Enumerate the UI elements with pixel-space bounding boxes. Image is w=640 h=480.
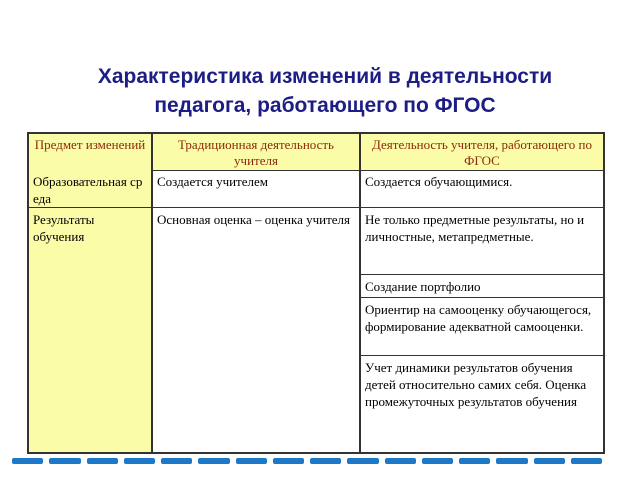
row2-subject: Результаты обучения [33, 212, 95, 244]
row2-traditional: Основная оценка – оценка учителя [157, 212, 351, 227]
header-fgos: Деятельность учителя, работающего по ФГОС [372, 137, 592, 168]
row1-fgos: Создается обучающимися. [365, 174, 513, 189]
row2-fgos-item-2: Создание портфолио [365, 279, 481, 294]
divider [360, 274, 605, 275]
divider [152, 170, 605, 171]
row1-traditional: Создается учителем [157, 174, 268, 189]
row1-subject: Образовательная среда [33, 174, 143, 206]
divider [360, 297, 605, 298]
table-border [27, 132, 605, 454]
header-traditional: Традиционная деятельность учителя [177, 137, 334, 168]
page-title [20, 62, 630, 120]
header-subject: Предмет изменений [34, 137, 146, 152]
decorative-dash-line [12, 458, 602, 468]
divider [27, 207, 605, 208]
row2-fgos-item-3: Ориентир на самооценку обучающегося, формирование адекватной самооценки. [365, 302, 592, 334]
divider [151, 132, 153, 454]
row2-fgos-item-4: Учет динамики результатов обучения детей относительно самих себя. Оценка промежуточных результатов обучения [365, 360, 587, 409]
divider [359, 132, 361, 454]
row2-fgos-item-1: Не только предметные результаты, но и личностные, метапредметные. [365, 212, 585, 244]
title-line-2: педагога, работающего по ФГОС [154, 94, 496, 117]
divider [360, 355, 605, 356]
title-line-1: Характеристика изменений в деятельности [97, 65, 553, 88]
